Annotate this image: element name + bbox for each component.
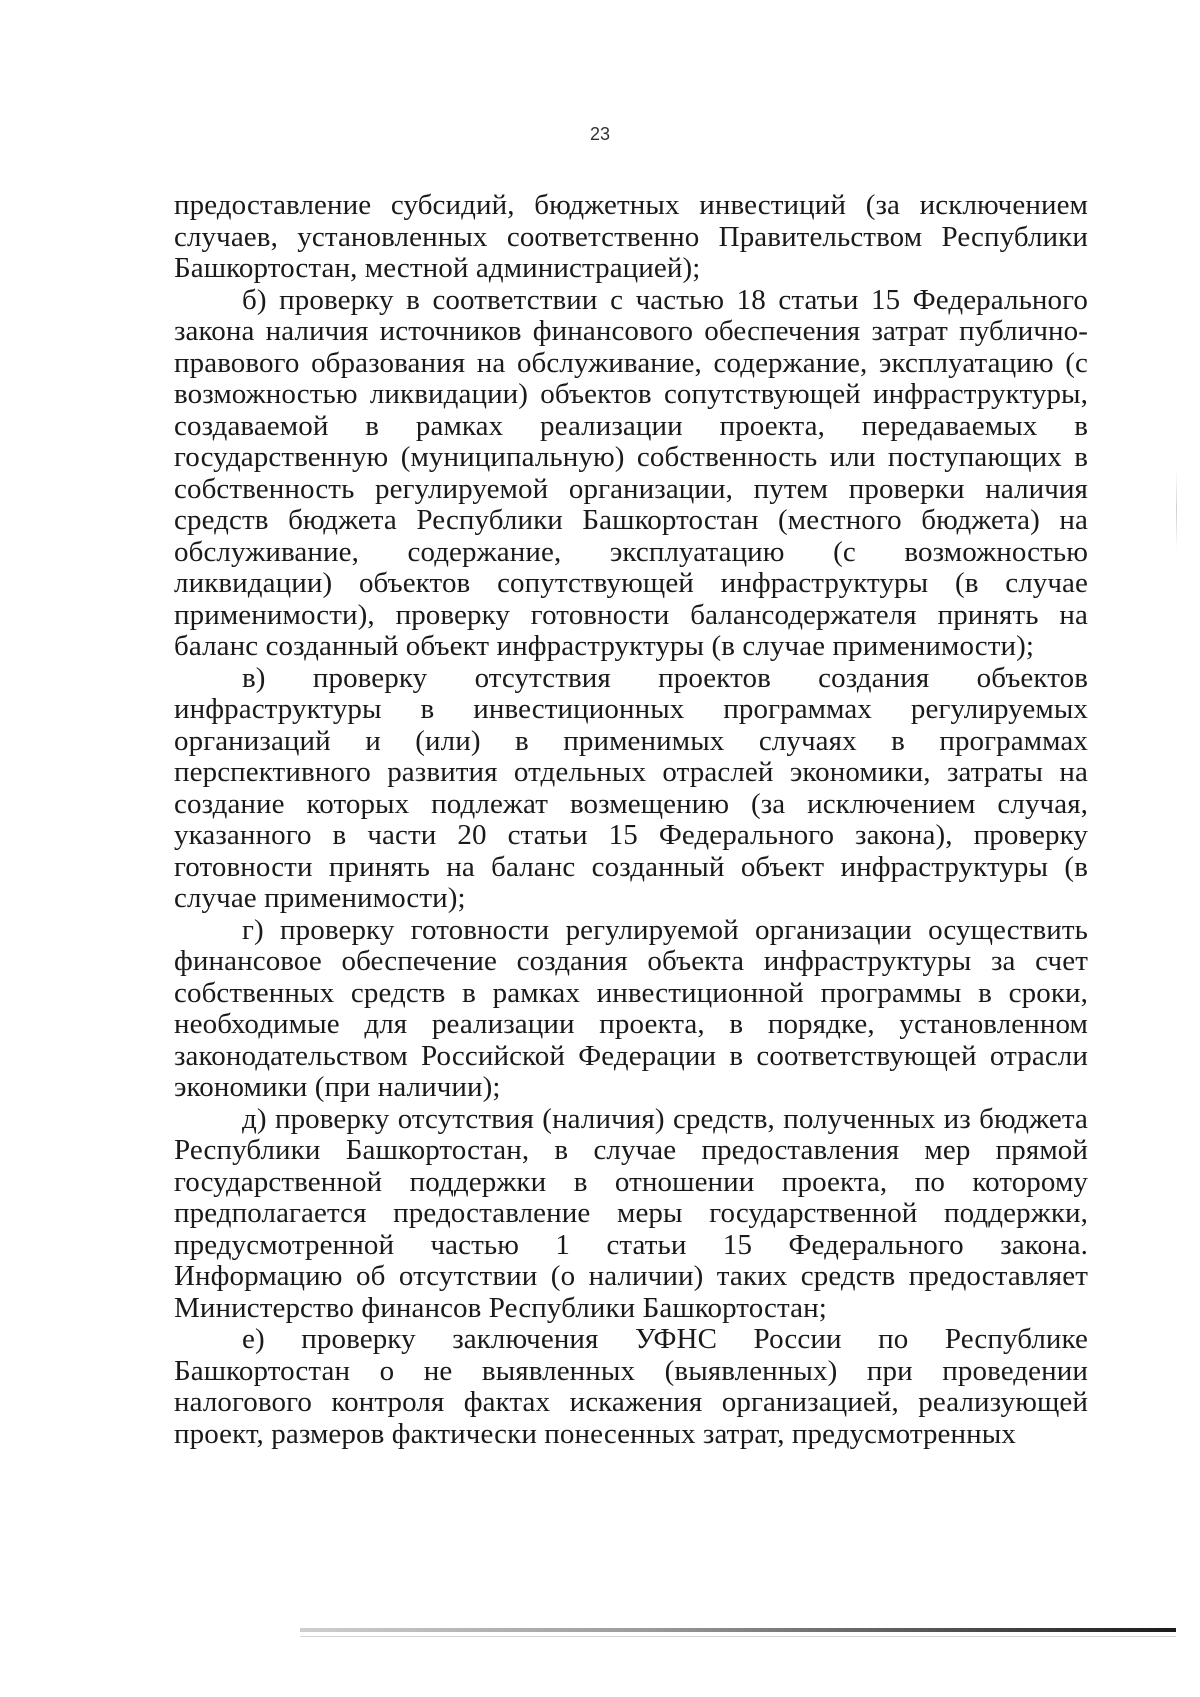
paragraph-continuation: предоставление субсидий, бюджетных инвестиций (за исключением случаев, установленных соответственно Правительством Республики Башкортостан, местной администрацией);: [174, 189, 1088, 284]
paragraph-item-g: г) проверку готовности регулируемой организации осуществить финансовое обеспечение создания объекта инфраструктуры за счет собственных средств в рамках инвестиционной программы в сроки, необходимые для реализации проекта, в порядке, установленном законодательством Российской Федерации в соответствующей отрасли экономики (при наличии);: [174, 913, 1088, 1103]
bottom-scan-edge: [300, 1628, 1176, 1632]
page-number: 23: [589, 124, 611, 144]
paragraph-item-b: б) проверку в соответствии с частью 18 статьи 15 Федерального закона наличия источников финансового обеспечения затрат публично-правового образования на обслуживание, содержание, эксплуатацию (с возможностью ликвидации) объектов сопутствующей инфраструктуры, создаваемой в рамках реализации проекта, передаваемых в государственную (муниципальную) собственность или поступающих в собственность регулируемой организации, путем проверки наличия средств бюджета Республики Башкортостан (местного бюджета) на обслуживание, содержание, эксплуатацию (с возможностью ликвидации) объектов сопутствующей инфраструктуры (в случае применимости), проверку готовности балансодержателя принять на баланс созданный объект инфраструктуры (в случае применимости);: [174, 283, 1088, 662]
bottom-scan-edge-thin: [300, 1636, 1176, 1637]
paragraph-item-d: д) проверку отсутствия (наличия) средств, полученных из бюджета Республики Башкортостан, в случае предоставления мер прямой государственной поддержки в отношении проекта, по которому предполагается предоставление меры государственной поддержки, предусмотренной частью 1 статьи 15 Федерального закона. Информацию об отсутствии (о наличии) таких средств предоставляет Министерство финансов Республики Башкортостан;: [174, 1102, 1088, 1324]
paragraph-item-e: е) проверку заключения УФНС России по Республике Башкортостан о не выявленных (выявленных) при проведении налогового контроля фактах искажения организацией, реализующей проект, размеров фактически понесенных затрат, предусмотренных: [174, 1323, 1088, 1450]
paragraph-item-v: в) проверку отсутствия проектов создания объектов инфраструктуры в инвестиционных программах регулируемых организаций и (или) в применимых случаях в программах перспективного развития отдельных отраслей экономики, затраты на создание которых подлежат возмещению (за исключением случая, указанного в части 20 статьи 15 Федерального закона), проверку готовности принять на баланс созданный объект инфраструктуры (в случае применимости);: [174, 661, 1088, 914]
scan-artifact-mark: [1176, 470, 1177, 550]
document-body: [174, 190, 1088, 1450]
